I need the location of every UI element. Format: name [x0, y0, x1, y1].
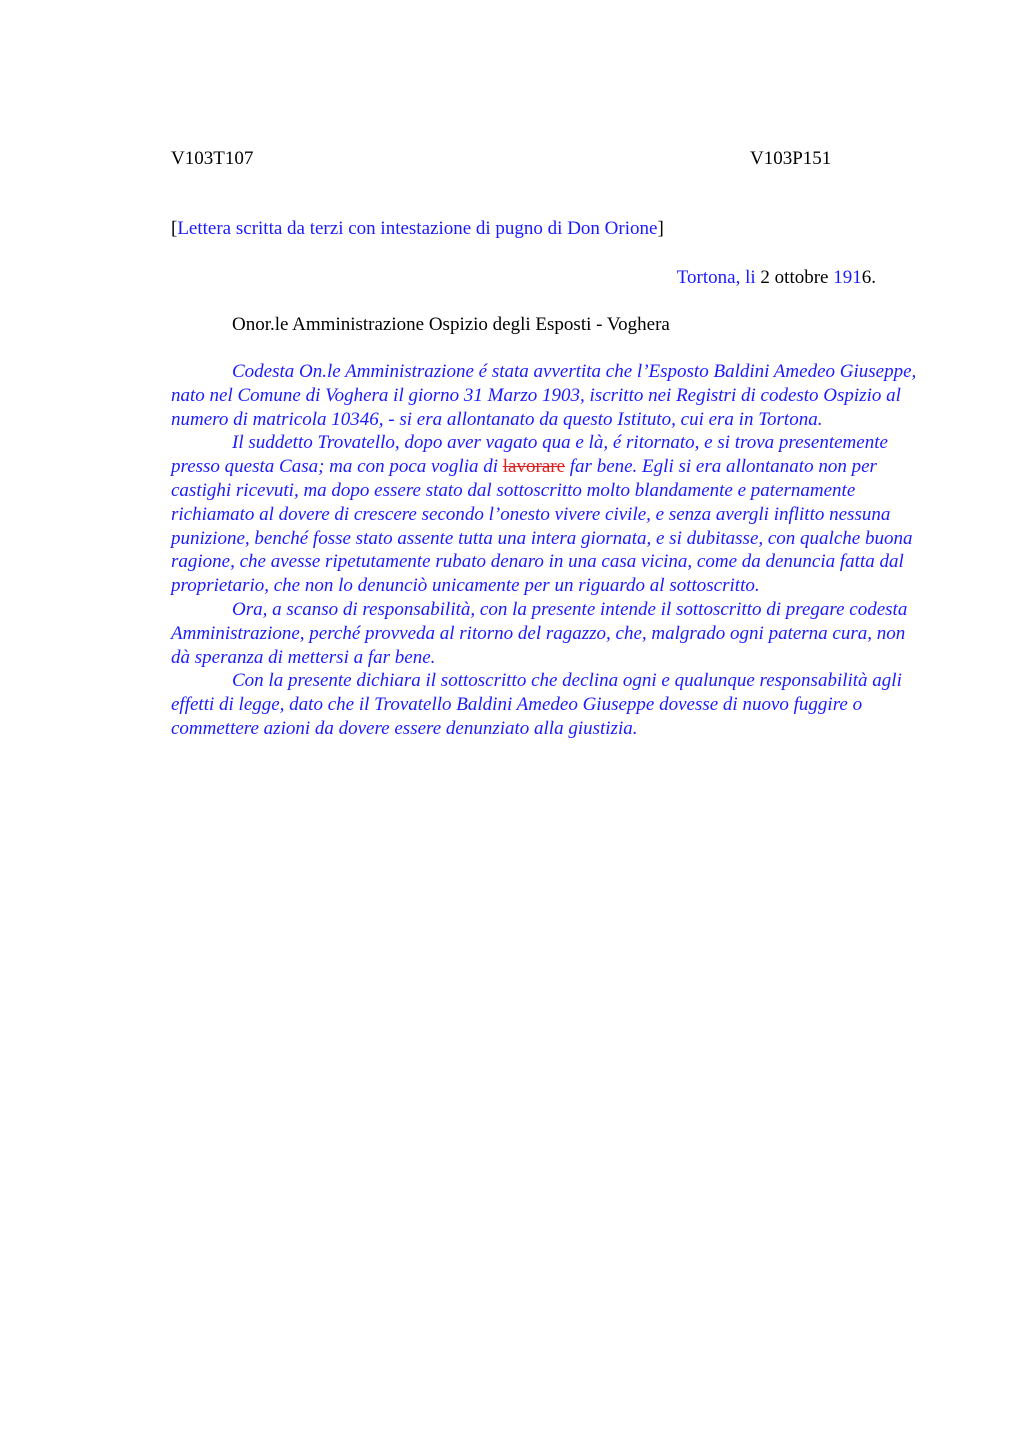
struck-word: lavorare	[502, 456, 566, 478]
note-close-bracket: ]	[657, 218, 664, 239]
date-year-part2: 6.	[861, 267, 876, 288]
paragraph-2-end: far bene. Egli si era allontanato non per castighi ricevuti, ma dopo essere stato dal sottoscritto molto blandamente e paternamente richiamato al dovere di crescere secondo l’onesto vivere civile, e senza avergli inflitto nessuna punizione, benché fosse stato assente tutta una intera giornata, e si dubitasse, con qualche buona ragione, che avesse ripetutamente rubato denaro in una casa vicina, come da denuncia fatta dal proprietario, che non lo denunciò unicamente per un riguardo al sottoscritto.	[171, 456, 913, 597]
document-code-right: V103P151	[750, 148, 832, 169]
note-open-bracket: [	[171, 218, 178, 239]
date-day-month: 2 ottobre	[755, 267, 834, 288]
editorial-note	[171, 217, 664, 241]
paragraph-2-start: Il suddetto Trovatello, dopo aver vagato qua e là, é ritornato, e si trova presentemente presso questa Casa; ma con poca voglia di	[171, 432, 888, 478]
date-place: Tortona, li	[676, 267, 756, 288]
note-text: Lettera scritta da terzi con intestazione di pugno di Don Orione	[177, 218, 658, 239]
paragraph-2	[171, 431, 927, 598]
paragraph-4: Con la presente dichiara il sottoscritto che declina ogni e qualunque responsabilità agli effetti di legge, dato che il Trovatello Baldini Amedeo Giuseppe dovesse di nuovo fuggire o commettere azioni da dovere essere denunziato alla giustizia.	[171, 670, 902, 739]
recipient-address: Onor.le Amministrazione Ospizio degli Esposti - Voghera	[232, 314, 670, 335]
letter-date	[677, 266, 876, 290]
document-code-left: V103T107	[171, 148, 254, 169]
paragraph-3: Ora, a scanso di responsabilità, con la presente intende il sottoscritto di pregare codesta Amministrazione, perché provveda al ritorno del ragazzo, che, malgrado ogni paterna cura, non dà speranza di mettersi a far bene.	[171, 598, 908, 668]
date-year-part1: 191	[833, 267, 862, 288]
letter-body	[171, 360, 927, 741]
paragraph-1: Codesta On.le Amministrazione é stata avvertita che l’Esposto Baldini Amedeo Giuseppe, nato nel Comune di Voghera il giorno 31 Marzo 1903, iscritto nei Registri di codesto Ospizio al numero di matricola 10346, - si era allontanato da questo Istituto, cui era in Tortona.	[171, 361, 917, 430]
